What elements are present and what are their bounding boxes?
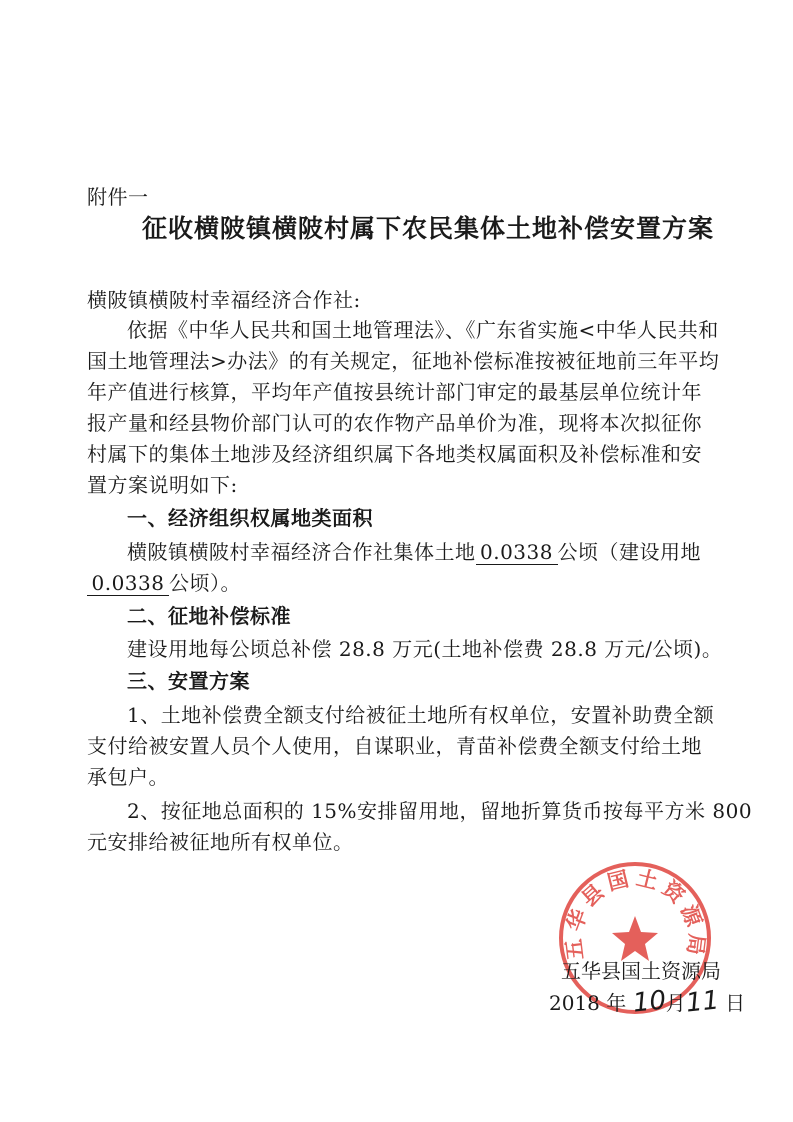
date-month-handwritten: 10 [631, 985, 668, 1019]
intro-line: 置方案说明如下: [87, 473, 238, 497]
intro-line: 依据《中华人民共和国土地管理法》、《广东省实施<中华人民共和 [127, 318, 719, 342]
svg-text:五华县国土资源局: 五华县国土资源局 [559, 864, 711, 962]
section2-text: 建设用地每公顷总补偿 28.8 万元(土地补偿费 28.8 万元/公顷)。 [127, 637, 723, 661]
intro-line: 年产值进行核算，平均年产值按县统计部门审定的最基层单位统计年 [87, 380, 702, 404]
section3-item1-line: 承包户。 [87, 765, 169, 789]
date-day-unit: 日 [725, 991, 746, 1015]
intro-line: 国土地管理法>办法》的有关规定，征地补偿标准按被征地前三年平均 [87, 349, 720, 373]
section1-prefix: 横陂镇横陂村幸福经济合作社集体土地 [127, 540, 476, 564]
date-month-unit: 月 [665, 991, 686, 1015]
section3-item1-line: 1、土地补偿费全额支付给被征土地所有权单位，安置补助费全额 [127, 703, 715, 727]
area-value: 0.0338 [476, 540, 558, 565]
section3-item1-line: 支付给被安置人员个人使用，自谋职业，青苗补偿费全额支付给土地 [87, 734, 702, 758]
section-heading-3: 三、安置方案 [127, 669, 250, 693]
area-value: 0.0338 [87, 571, 169, 596]
intro-line: 报产量和经县物价部门认可的农作物产品单价为准，现将本次拟征你 [87, 411, 702, 435]
addressee: 横陂镇横陂村幸福经济合作社: [87, 288, 361, 312]
section-heading-2: 二、征地补偿标准 [127, 604, 291, 628]
date-day-handwritten: 11 [684, 985, 721, 1019]
date-year: 2018 年 [549, 991, 627, 1015]
section3-item2-line: 2、按征地总面积的 15%安排留用地，留地折算货币按每平方米 800 [127, 799, 753, 823]
annex-label: 附件一 [87, 185, 149, 209]
section1-suffix: 公顷（建设用地 [557, 540, 701, 564]
section-heading-1: 一、经济组织权属地类面积 [127, 506, 373, 530]
signing-date [549, 987, 745, 1018]
section1-line-2 [87, 568, 241, 598]
section1-suffix-2: 公顷）。 [169, 571, 241, 595]
document-title: 征收横陂镇横陂村属下农民集体土地补偿安置方案 [142, 214, 715, 243]
section1-line-1 [127, 537, 701, 567]
intro-line: 村属下的集体土地涉及经济组织属下各地类权属面积及补偿标准和安 [87, 442, 702, 466]
signing-organization: 五华县国土资源局 [561, 959, 721, 983]
section3-item2-line: 元安排给被征地所有权单位。 [87, 830, 354, 854]
